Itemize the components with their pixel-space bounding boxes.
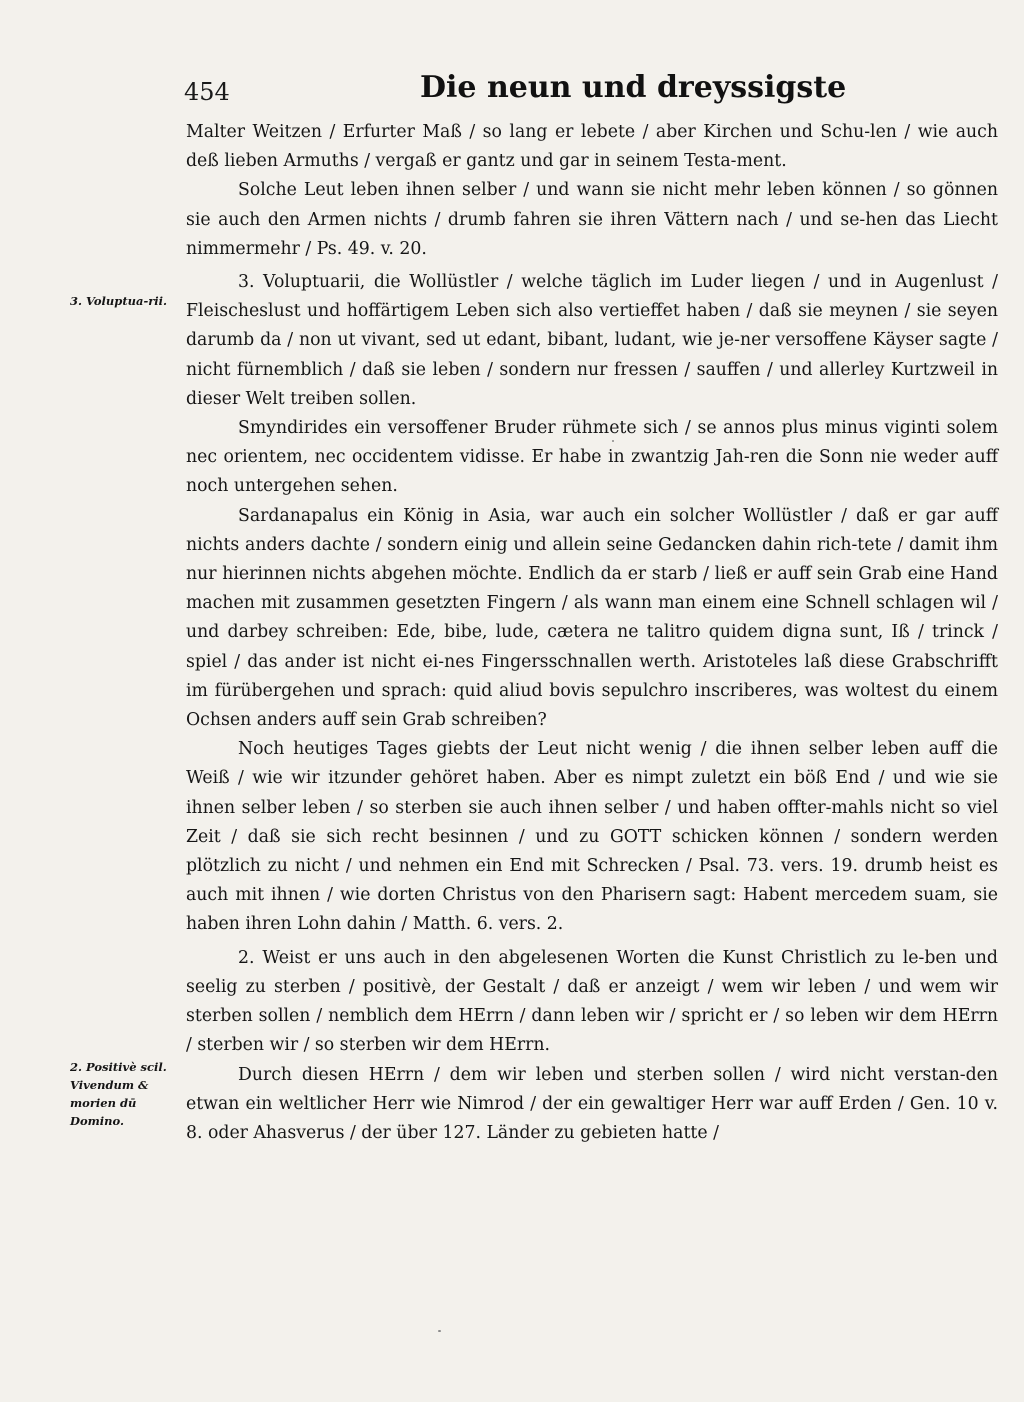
margin-note: 2. Positivè scil. Vivendum & morien dū Domino. (70, 1060, 167, 1128)
margin-note: 3. Voluptua-rii. (70, 294, 168, 308)
print-speck (438, 1330, 441, 1332)
print-speck (612, 440, 614, 442)
paragraph: Noch heutiges Tages giebts der Leut nicht wenig / die ihnen selber leben auff die Weiß / wie wir itzunder gehöret haben. Aber es nimpt zuletzt ein böß End / und wie sie ihnen selber leben / so sterben sie auch ihnen selber / und haben offter-mahls nicht so viel Zeit / daß sie sich recht besinnen / und zu GOTT schicken können / sondern werden plötzlich zu nicht / und nehmen ein End mit Schrecken / Psal. 73. vers. 19. drumb heist es auch mit ihnen / wie dorten Christus von den Pharisern sagt: Habent mercedem suam, sie haben ihren Lohn dahin / Matth. 6. vers. 2. (186, 739, 998, 935)
paragraph: Durch diesen HErrn / dem wir leben und sterben sollen / wird nicht verstan-den etwan ein weltlicher Herr wie Nimrod / der ein gewaltiger Herr war auff Erden / Gen. 10 v. 8. oder Ahasverus / der über 127. Länder zu gebieten hatte / (186, 1064, 998, 1143)
page-number: 454 (184, 78, 230, 106)
paragraph: Solche Leut leben ihnen selber / und wann sie nicht mehr leben können / so gönnen sie auch den Armen nichts / drumb fahren sie ihren Vättern nach / und se-hen das Liecht nimmermehr / Ps. 49. v. 20. (186, 180, 998, 259)
paragraph: Sardanapalus ein König in Asia, war auch ein solcher Wollüstler / daß er gar auff nichts anders dachte / sondern einig und allein seine Gedancken dahin rich-tete / damit ihm nur hierinnen nichts abgehen möchte. Endlich da er starb / ließ er auff sein Grab eine Hand machen mit zusammen gesetzten Fingern / als wann man einem eine Schnell schlagen wil / und darbey schreiben: Ede, bibe, lude, cætera ne talitro quidem digna sunt, Iß / trinck / spiel / das ander ist nicht ei-nes Fingersschnallen werth. Aristoteles laß diese Grabschrifft im fürübergehen und sprach: quid aliud bovis sepulchro inscriberes, was woltest du einem Ochsen anders auff sein Grab schreiben? (186, 505, 998, 731)
paragraph: Malter Weitzen / Erfurter Maß / so lang er lebete / aber Kirchen und Schu-len / wie auch deß lieben Armuths / vergaß er gantz und gar in seinem Testa-ment. (186, 122, 998, 172)
paragraph: 3. Voluptuarii, die Wollüstler / welche täglich im Luder liegen / und in Augenlust / Fleischeslust und hoffärtigem Leben sich also vertieffet haben / daß sie meynen / sie seyen darumb da / non ut vivant, sed ut edant, bibant, ludant, wie je-ner versoffene Käyser sagte / nicht fürnemblich / daß sie leben / sondern nur fressen / sauffen / und allerley Kurtzweil in dieser Welt treiben sollen. (186, 272, 998, 409)
body-text (186, 118, 998, 1148)
paragraph: 2. Weist er uns auch in den abgelesenen Worten die Kunst Christlich zu le-ben und seelig zu sterben / positivè, der Gestalt / daß er anzeigt / wem wir leben / und wem wir sterben sollen / nemblich dem HErrn / dann leben wir / spricht er / so leben wir dem HErrn / sterben wir / so sterben wir dem HErrn. (186, 947, 998, 1056)
paragraph: Smyndirides ein versoffener Bruder rühmete sich / se annos plus minus viginti solem nec orientem, nec occidentem vidisse. Er habe in zwantzig Jah-ren die Sonn nie weder auff noch untergehen sehen. (186, 418, 998, 497)
page-header (184, 70, 984, 114)
running-title: Die neun und dreyssigste (420, 70, 847, 105)
